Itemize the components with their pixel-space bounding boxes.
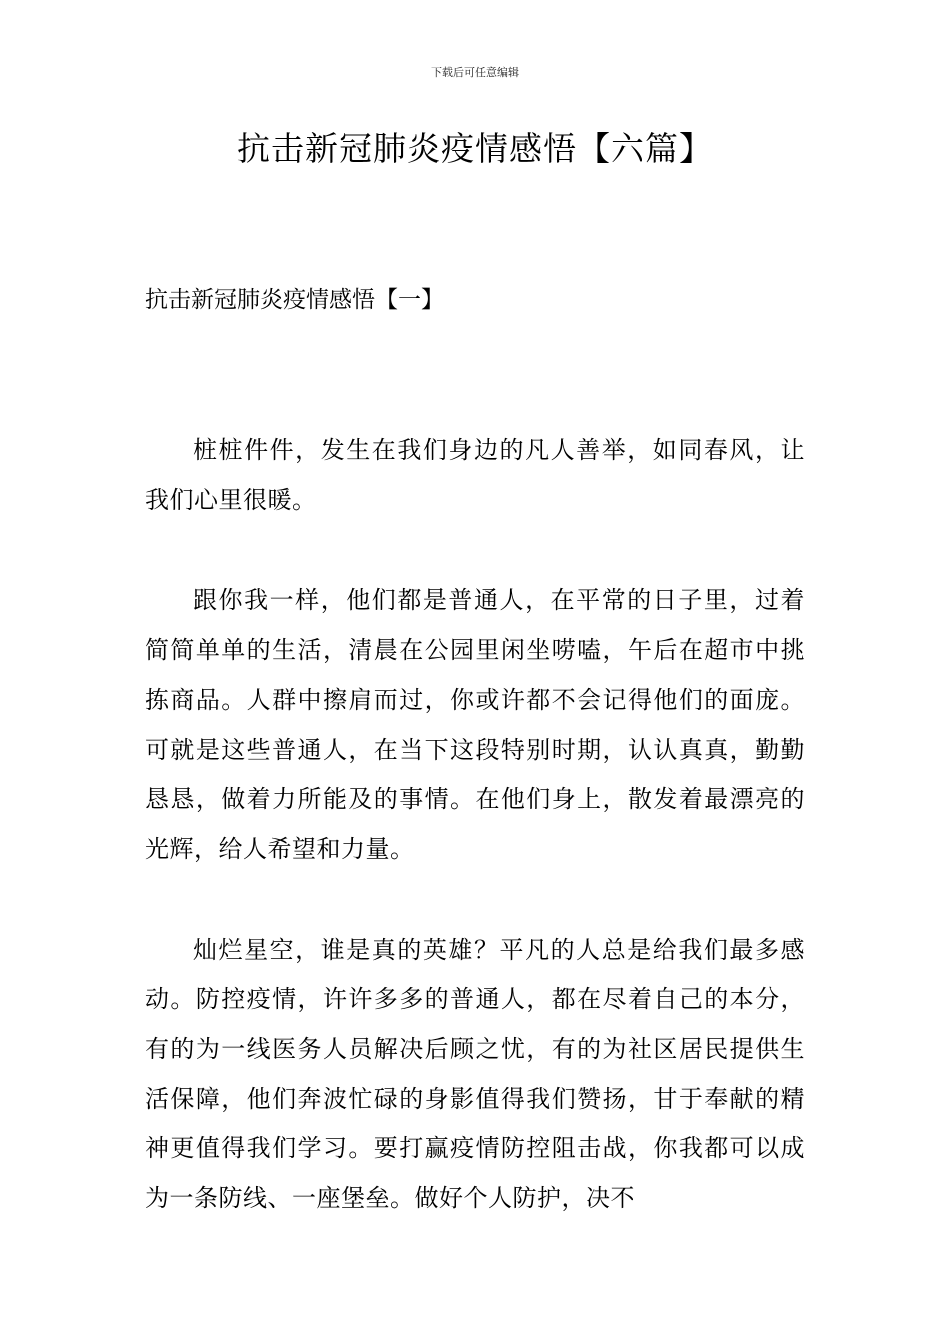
paragraph: 跟你我一样，他们都是普通人，在平常的日子里，过着简简单单的生活，清晨在公园里闲坐唠嗑，午后在超市中挑拣商品。人群中擦肩而过，你或许都不会记得他们的面庞。可就是这些普通人，在当下这段特别时期，认认真真，勤勤恳恳，做着力所能及的事情。在他们身上，散发着最漂亮的光辉，给人希望和力量。 [145, 586, 805, 863]
paragraph: 桩桩件件，发生在我们身边的凡人善举，如同春风，让我们心里很暖。 [145, 436, 805, 514]
body-text [145, 426, 805, 1224]
header-note: 下载后可任意编辑 [431, 66, 519, 79]
section-heading: 抗击新冠肺炎疫情感悟【一】 [145, 287, 444, 313]
document-title: 抗击新冠肺炎疫情感悟【六篇】 [237, 129, 713, 168]
paragraph: 灿烂星空，谁是真的英雄？平凡的人总是给我们最多感动。防控疫情，许许多多的普通人，都在尽着自己的本分，有的为一线医务人员解决后顾之忧，有的为社区居民提供生活保障，他们奔波忙碌的身影值得我们赞扬，甘于奉献的精神更值得我们学习。要打赢疫情防控阻击战，你我都可以成为一条防线、一座堡垒。做好个人防护，决不 [145, 935, 805, 1213]
